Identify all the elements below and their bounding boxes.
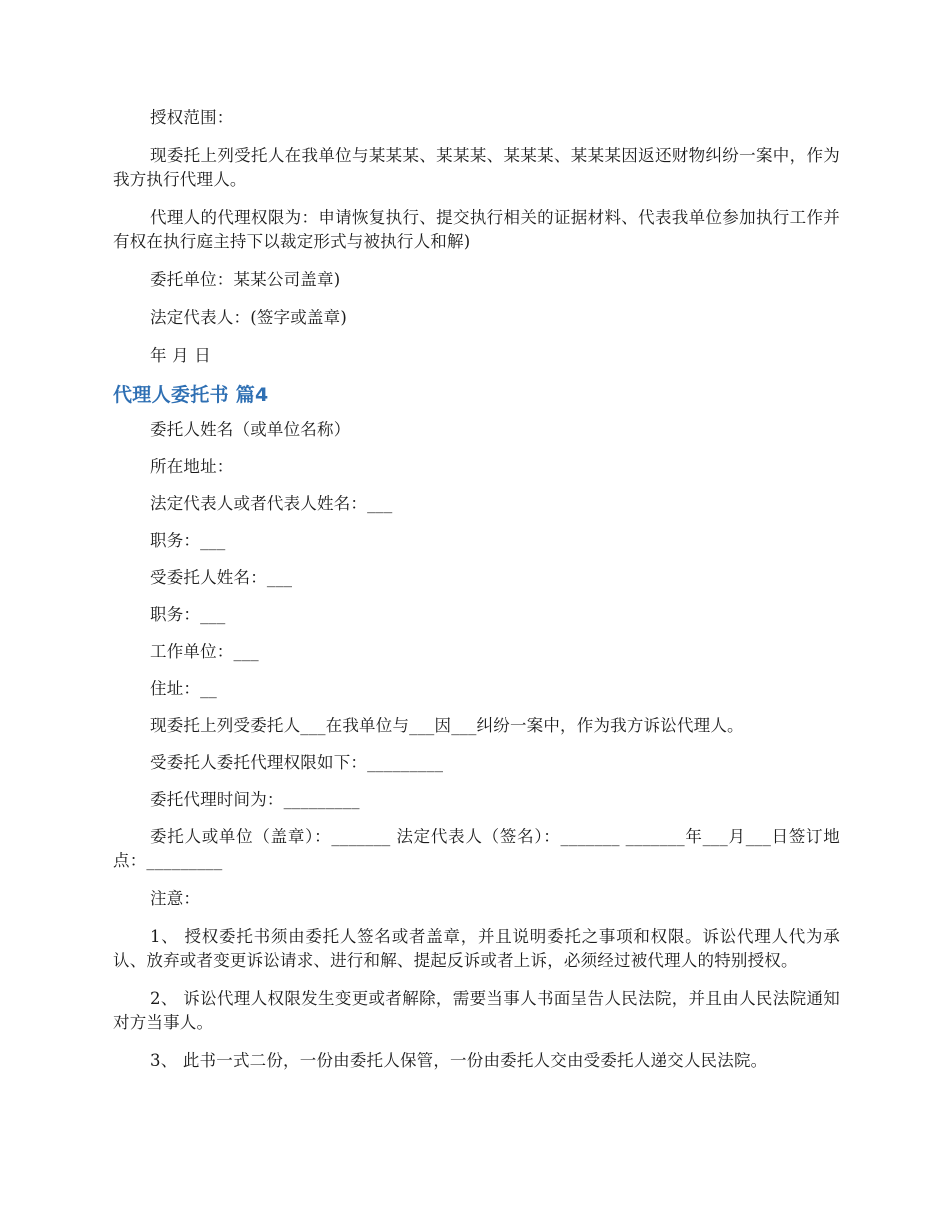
document-page <box>113 106 840 1087</box>
field-position: 职务：___ <box>150 531 226 550</box>
scope-label: 授权范围： <box>150 108 234 127</box>
field-residence: 住址：__ <box>150 679 217 698</box>
note-item: 3、 此书一式二份，一份由委托人保管，一份由委托人交由受委托人递交人民法院。 <box>150 1051 768 1070</box>
section-heading: 代理人委托书 篇4 <box>113 384 269 406</box>
field-signature-line: 委托人或单位（盖章）：_______ 法定代表人（签名）：_______ _______年___月___日签订地点：_________ <box>113 827 840 870</box>
field-principal-name: 委托人姓名（或单位名称） <box>150 420 351 439</box>
date-line: 年 月 日 <box>150 346 211 365</box>
field-agent-name: 受委托人姓名：___ <box>150 568 293 587</box>
note-item: 2、 诉讼代理人权限发生变更或者解除，需要当事人书面呈告人民法院，并且由人民法院通知对方当事人。 <box>113 989 840 1032</box>
authority-text: 代理人的代理权限为：申请恢复执行、提交执行相关的证据材料、代表我单位参加执行工作并有权在执行庭主持下以裁定形式与被执行人和解) <box>113 208 840 251</box>
field-address: 所在地址： <box>150 457 234 476</box>
scope-text: 现委托上列受托人在我单位与某某某、某某某、某某某、某某某因返还财物纠纷一案中，作为我方执行代理人。 <box>113 146 840 189</box>
field-work-unit: 工作单位：___ <box>150 642 259 661</box>
legal-representative: 法定代表人：(签字或盖章) <box>150 308 347 327</box>
field-entrust-statement: 现委托上列受委托人___在我单位与___因___纠纷一案中，作为我方诉讼代理人。 <box>150 716 744 735</box>
note-item: 1、 授权委托书须由委托人签名或者盖章，并且说明委托之事项和权限。诉讼代理人代为承认、放弃或者变更诉讼请求、进行和解、提起反诉或者上诉，必须经过被代理人的特别授权。 <box>113 927 840 970</box>
field-authority: 受委托人委托代理权限如下：_________ <box>150 753 444 772</box>
notes-label: 注意： <box>150 889 201 908</box>
field-term: 委托代理时间为：_________ <box>150 790 360 809</box>
principal-unit: 委托单位：某某公司盖章) <box>150 270 341 289</box>
field-legal-rep-name: 法定代表人或者代表人姓名：___ <box>150 494 393 513</box>
field-agent-position: 职务：___ <box>150 605 226 624</box>
